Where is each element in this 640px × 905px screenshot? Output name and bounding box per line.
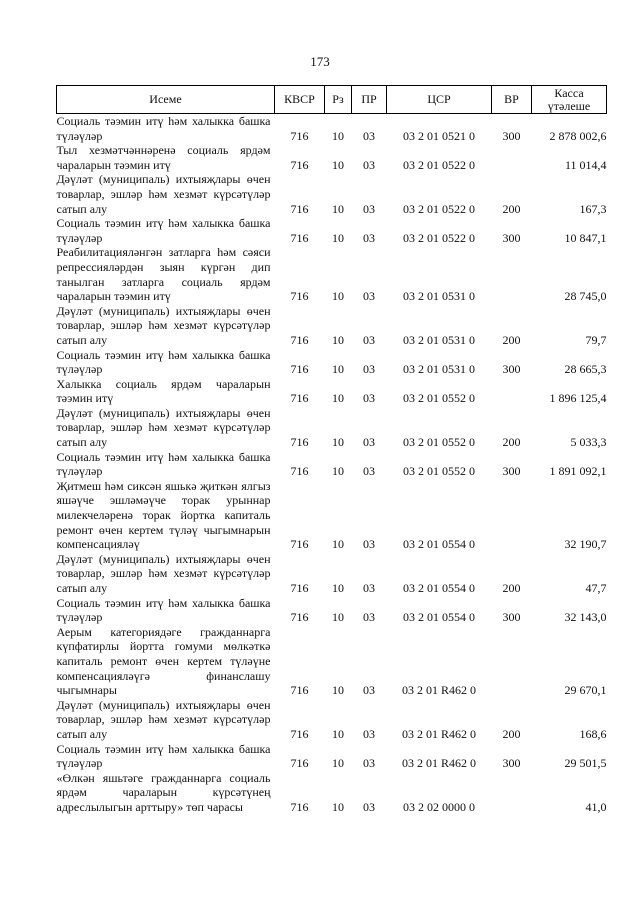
- row-vr: 200: [502, 332, 521, 347]
- row-rz: 10: [332, 610, 344, 625]
- row-name: Социаль тәэмин итү һәм халыкка башка түләүләр: [56, 595, 271, 625]
- row-pr: 03: [363, 435, 375, 450]
- row-amount: 1 896 125,4: [549, 391, 607, 406]
- row-vr: 300: [502, 464, 521, 479]
- row-rz: 10: [332, 201, 344, 216]
- row-csr: 03 2 01 0552 0: [403, 435, 475, 450]
- row-name: Дәүләт (муниципаль) ихтыяҗлары өчен товарлар, эшләр һәм хезмәт күрсәтүләр сатып алу: [56, 303, 271, 347]
- header-amount-line2: үтәлеше: [547, 98, 591, 113]
- row-amount: 28 745,0: [564, 289, 607, 304]
- row-csr: 03 2 01 0522 0: [403, 157, 475, 172]
- row-rz: 10: [332, 391, 344, 406]
- row-rz: 10: [332, 362, 344, 377]
- row-pr: 03: [363, 201, 375, 216]
- table-row: [57, 742, 607, 771]
- table-row: [57, 406, 607, 450]
- row-amount: 1 891 092,1: [549, 464, 607, 479]
- row-kvsr: 716: [290, 362, 309, 377]
- row-name: Социаль тәэмин итү һәм халыкка башка түләүләр: [56, 216, 271, 245]
- row-kvsr: 716: [290, 289, 309, 304]
- row-name: Тыл хезмәтчәннәренә социаль ярдәм чараларын тәэмин итү: [56, 143, 271, 172]
- row-vr: 200: [502, 581, 521, 595]
- row-vr: [492, 771, 532, 815]
- table-header: [57, 86, 607, 114]
- table-row: [57, 771, 607, 815]
- row-pr: 03: [363, 230, 375, 245]
- row-pr: 03: [363, 756, 375, 771]
- row-rz: 10: [332, 157, 344, 172]
- row-kvsr: 716: [290, 157, 309, 172]
- row-amount: 79,7: [585, 332, 607, 347]
- row-name: Реабилитацияләнгән затларга һәм сәяси репрессияләрдән зыян күргән дип танылган затларга социаль ярдәм чараларын тәэмин итү: [56, 245, 271, 304]
- row-rz: 10: [332, 464, 344, 479]
- row-kvsr: 716: [290, 726, 309, 741]
- table-row: [57, 304, 607, 348]
- row-kvsr: 716: [290, 581, 309, 595]
- row-name: Аерым категориядәге гражданнарга күпфатирлы йортта гомуми мөлкәткә капиталь ремонт өчен кертем түләүне компенсацияләүгә финанслашу чыгымнары: [56, 624, 271, 698]
- table-row: [57, 172, 607, 216]
- row-pr: 03: [363, 289, 375, 304]
- table-row: [57, 377, 607, 406]
- row-vr: 300: [502, 756, 521, 771]
- row-amount: 29 670,1: [564, 683, 607, 698]
- row-name: Дәүләт (муниципаль) ихтыяҗлары өчен товарлар, эшләр һәм хезмәт күрсәтүләр сатып алу: [56, 697, 271, 741]
- row-pr: 03: [363, 362, 375, 377]
- row-rz: 10: [332, 581, 344, 595]
- row-kvsr: 716: [290, 683, 309, 698]
- row-pr: 03: [363, 128, 375, 143]
- row-vr: [492, 245, 532, 303]
- row-amount: 11 014,4: [564, 157, 607, 172]
- row-vr: 200: [502, 435, 521, 450]
- row-csr: 03 2 01 0552 0: [403, 464, 475, 479]
- table-row: [57, 348, 607, 377]
- row-vr: 300: [502, 610, 521, 625]
- row-pr: 03: [363, 610, 375, 625]
- header-csr: ЦСР: [387, 86, 492, 114]
- row-amount: 29 501,5: [564, 756, 607, 771]
- header-amount-line1: Касса: [554, 85, 584, 100]
- row-pr: 03: [363, 683, 375, 698]
- row-pr: 03: [363, 799, 375, 814]
- row-pr: 03: [363, 157, 375, 172]
- row-vr: 300: [502, 230, 521, 245]
- header-amount: [532, 86, 607, 114]
- table-row: [57, 450, 607, 479]
- row-csr: 03 2 01 0522 0: [403, 201, 475, 216]
- table-row: [57, 596, 607, 625]
- row-kvsr: 716: [290, 610, 309, 625]
- row-csr: 03 2 01 R462 0: [401, 683, 476, 698]
- row-kvsr: 716: [290, 128, 309, 143]
- row-kvsr: 716: [290, 201, 309, 216]
- row-csr: 03 2 01 0531 0: [403, 362, 475, 377]
- header-vr: ВР: [492, 86, 532, 114]
- header-rz: Рз: [325, 86, 352, 114]
- row-rz: 10: [332, 435, 344, 450]
- row-kvsr: 716: [290, 799, 309, 814]
- row-rz: 10: [332, 799, 344, 814]
- row-rz: 10: [332, 128, 344, 143]
- row-name: Җитмеш һәм сиксән яшькә җиткән ялгыз яшәүче эшләмәүче торак урыннар милекчеләренә торак йортка капиталь ремонт өчен кертем түләү чыгымнарын компенсацияләү: [56, 478, 271, 552]
- row-pr: 03: [363, 391, 375, 406]
- row-rz: 10: [332, 683, 344, 698]
- row-name: «Өлкән яшьтәге гражданнарга социаль ярдәм чараларын күрсәтүнең адреслылыгын арттыру» төп чарасы: [56, 770, 271, 814]
- header-kvsr: КВСР: [275, 86, 325, 114]
- row-amount: 41,0: [585, 799, 607, 814]
- row-vr: 200: [502, 201, 521, 216]
- table-row: [57, 479, 607, 552]
- table-row: [57, 114, 607, 144]
- row-name: Дәүләт (муниципаль) ихтыяҗлары өчен товарлар, эшләр һәм хезмәт күрсәтүләр сатып алу: [56, 551, 271, 595]
- table-row: [57, 698, 607, 742]
- row-name: Социаль тәэмин итү һәм халыкка башка түләүләр: [56, 114, 271, 143]
- row-kvsr: 716: [290, 230, 309, 245]
- page-number: 173: [310, 54, 330, 69]
- row-name: Халыкка социаль ярдәм чараларын тәэмин итү: [56, 376, 271, 406]
- row-kvsr: 716: [290, 464, 309, 479]
- row-name: Дәүләт (муниципаль) ихтыяҗлары өчен товарлар, эшләр һәм хезмәт күрсәтүләр сатып алу: [56, 172, 271, 216]
- row-amount: 32 190,7: [564, 537, 607, 552]
- table-body: [57, 114, 607, 815]
- row-vr: 300: [502, 128, 521, 143]
- row-vr: [492, 143, 532, 172]
- budget-table: [56, 85, 607, 815]
- row-amount: 28 665,3: [564, 362, 607, 377]
- row-amount: 10 847,1: [564, 230, 607, 245]
- row-kvsr: 716: [290, 391, 309, 406]
- row-csr: 03 2 01 0531 0: [403, 332, 475, 347]
- row-kvsr: 716: [290, 332, 309, 347]
- row-csr: 03 2 01 0554 0: [403, 537, 475, 552]
- row-amount: 5 033,3: [570, 435, 607, 450]
- row-csr: 03 2 01 R462 0: [401, 756, 476, 771]
- row-csr: 03 2 01 R462 0: [401, 726, 476, 741]
- row-csr: 03 2 01 0531 0: [403, 289, 475, 304]
- row-csr: 03 2 01 0554 0: [403, 581, 475, 595]
- row-csr: 03 2 02 0000 0: [403, 799, 475, 814]
- table-row: [57, 245, 607, 303]
- row-amount: 2 878 002,6: [549, 128, 607, 143]
- row-csr: 03 2 01 0521 0: [403, 128, 475, 143]
- row-kvsr: 716: [290, 756, 309, 771]
- table-row: [57, 216, 607, 245]
- row-amount: 47,7: [585, 581, 607, 595]
- row-vr: [492, 625, 532, 698]
- row-rz: 10: [332, 332, 344, 347]
- row-rz: 10: [332, 230, 344, 245]
- row-pr: 03: [363, 464, 375, 479]
- row-kvsr: 716: [290, 537, 309, 552]
- row-pr: 03: [363, 581, 375, 595]
- row-rz: 10: [332, 289, 344, 304]
- table-row: [57, 625, 607, 698]
- row-rz: 10: [332, 756, 344, 771]
- row-csr: 03 2 01 0522 0: [403, 230, 475, 245]
- row-vr: 300: [502, 362, 521, 377]
- table-row: [57, 552, 607, 596]
- row-vr: [492, 479, 532, 552]
- row-pr: 03: [363, 332, 375, 347]
- table-row: [57, 143, 607, 172]
- row-name: Дәүләт (муниципаль) ихтыяҗлары өчен товарлар, эшләр һәм хезмәт күрсәтүләр сатып алу: [56, 405, 271, 450]
- header-pr: ПР: [352, 86, 387, 114]
- row-vr: 200: [502, 726, 521, 741]
- row-vr: [492, 377, 532, 406]
- row-rz: 10: [332, 537, 344, 552]
- row-pr: 03: [363, 537, 375, 552]
- row-amount: 32 143,0: [564, 610, 607, 625]
- row-csr: 03 2 01 0552 0: [403, 391, 475, 406]
- row-pr: 03: [363, 726, 375, 741]
- row-name: Социаль тәэмин итү һәм халыкка башка түләүләр: [56, 347, 271, 377]
- header-name: Исеме: [57, 86, 275, 114]
- row-rz: 10: [332, 726, 344, 741]
- row-amount: 168,6: [579, 726, 607, 741]
- row-amount: 167,3: [579, 201, 607, 216]
- row-name: Социаль тәэмин итү һәм халыкка башка түләүләр: [56, 741, 271, 771]
- row-kvsr: 716: [290, 435, 309, 450]
- row-csr: 03 2 01 0554 0: [403, 610, 475, 625]
- row-name: Социаль тәэмин итү һәм халыкка башка түләүләр: [56, 449, 271, 479]
